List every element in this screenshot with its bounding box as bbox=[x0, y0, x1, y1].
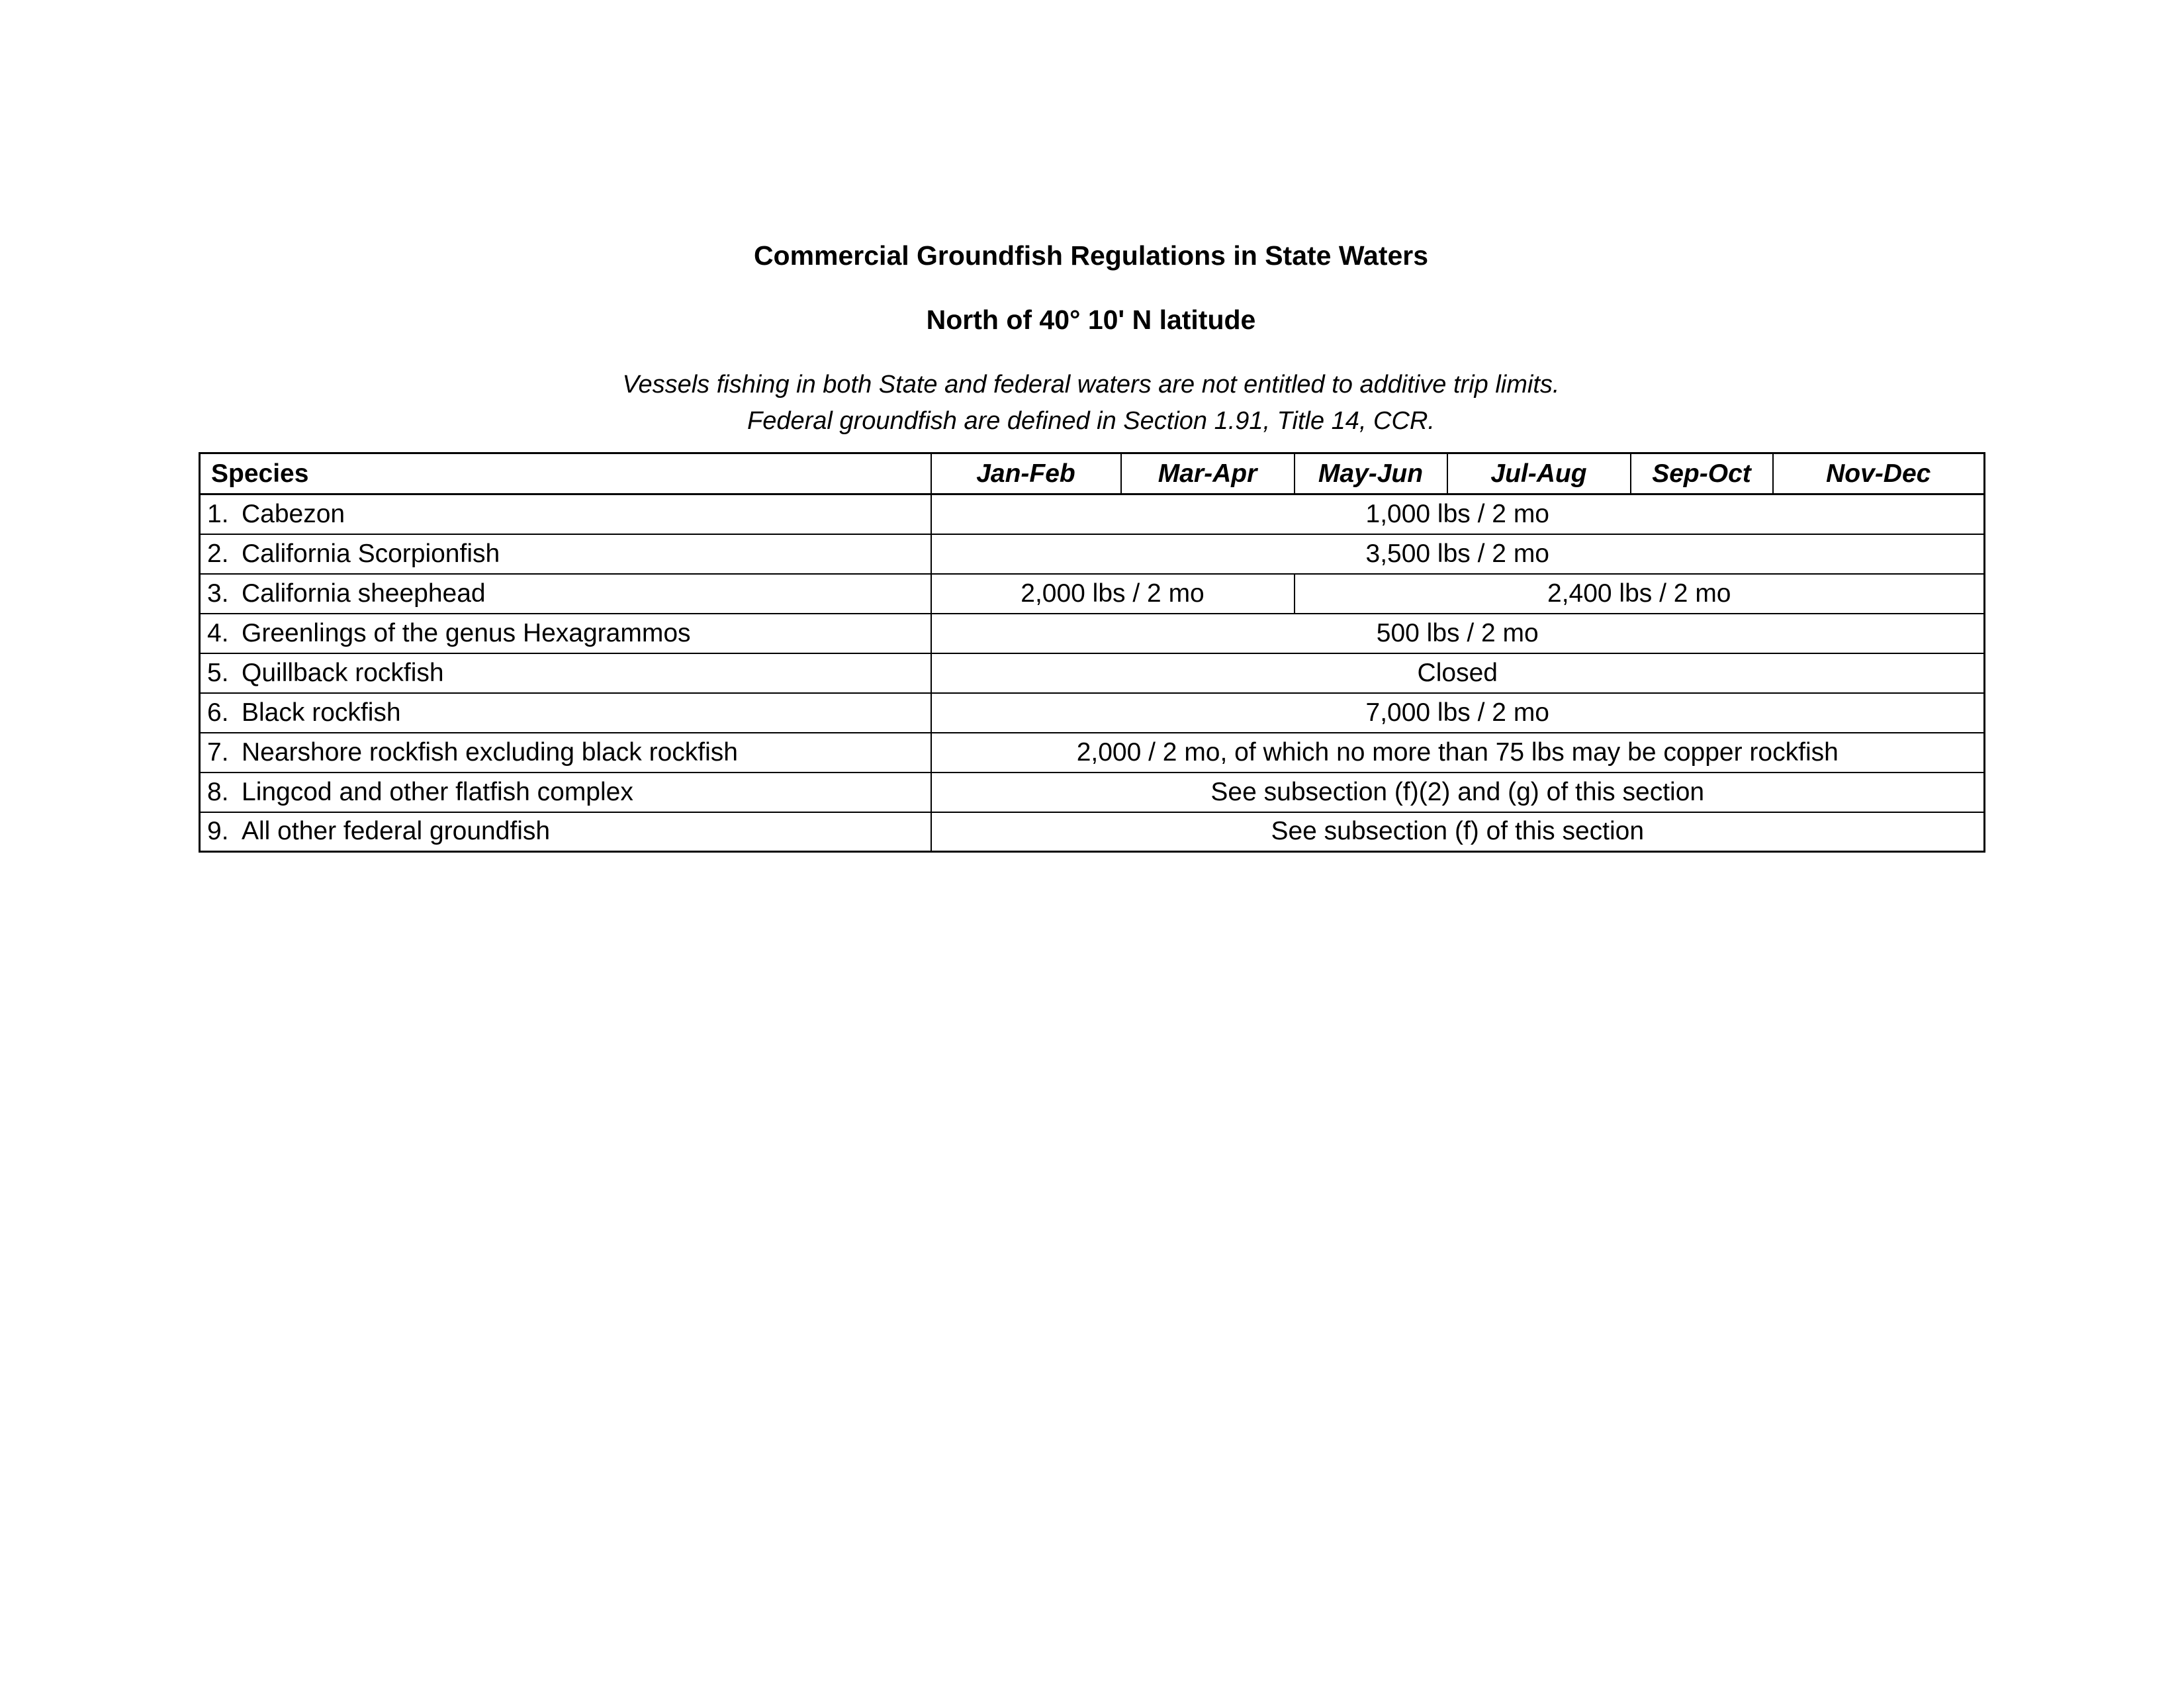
document-notes bbox=[199, 367, 1983, 440]
species-name: All other federal groundfish bbox=[242, 817, 551, 846]
species-number: 8. bbox=[207, 777, 229, 806]
limit-cell: 2,400 lbs / 2 mo bbox=[1295, 574, 1985, 614]
species-number: 4. bbox=[207, 618, 229, 647]
table-row bbox=[200, 773, 1985, 812]
table-header bbox=[200, 453, 1985, 494]
species-name: Cabezon bbox=[242, 499, 345, 528]
column-header-species: Species bbox=[200, 453, 931, 494]
species-list-item bbox=[207, 738, 924, 767]
regulations-table-container bbox=[199, 452, 1983, 853]
table-body bbox=[200, 494, 1985, 852]
column-header-mar_apr: Mar-Apr bbox=[1121, 453, 1295, 494]
column-header-may_jun: May-Jun bbox=[1295, 453, 1447, 494]
species-name: Quillback rockfish bbox=[242, 658, 444, 687]
table-row bbox=[200, 733, 1985, 773]
species-list-item bbox=[207, 659, 924, 688]
species-list-item bbox=[207, 539, 924, 569]
species-cell bbox=[200, 574, 931, 614]
limit-cell: 2,000 lbs / 2 mo bbox=[931, 574, 1295, 614]
table-row bbox=[200, 614, 1985, 653]
note-line-1: Vessels fishing in both State and federal waters are not entitled to additive trip limits. bbox=[622, 371, 1560, 399]
species-list-item bbox=[207, 619, 924, 648]
limit-cell: 7,000 lbs / 2 mo bbox=[931, 693, 1985, 733]
table-row bbox=[200, 534, 1985, 574]
limit-cell: 3,500 lbs / 2 mo bbox=[931, 534, 1985, 574]
limit-cell: 1,000 lbs / 2 mo bbox=[931, 494, 1985, 534]
species-cell bbox=[200, 614, 931, 653]
document-heading bbox=[199, 235, 1983, 440]
column-header-sep_oct: Sep-Oct bbox=[1631, 453, 1773, 494]
species-cell bbox=[200, 812, 931, 852]
species-list-item bbox=[207, 500, 924, 529]
species-name: Greenlings of the genus Hexagrammos bbox=[242, 618, 691, 647]
species-number: 5. bbox=[207, 658, 229, 687]
species-number: 1. bbox=[207, 499, 229, 528]
species-number: 2. bbox=[207, 539, 229, 568]
column-header-nov_dec: Nov-Dec bbox=[1773, 453, 1985, 494]
limit-cell: See subsection (f) of this section bbox=[931, 812, 1985, 852]
table-row bbox=[200, 812, 1985, 852]
limit-cell: 500 lbs / 2 mo bbox=[931, 614, 1985, 653]
table-row bbox=[200, 653, 1985, 693]
limit-cell: Closed bbox=[931, 653, 1985, 693]
species-list-item bbox=[207, 698, 924, 727]
limit-cell: 2,000 / 2 mo, of which no more than 75 lbs may be copper rockfish bbox=[931, 733, 1985, 773]
note-line-2: Federal groundfish are defined in Section 1.91, Title 14, CCR. bbox=[747, 407, 1435, 435]
species-cell bbox=[200, 653, 931, 693]
column-header-jan_feb: Jan-Feb bbox=[931, 453, 1121, 494]
species-number: 7. bbox=[207, 737, 229, 767]
species-name: Black rockfish bbox=[242, 698, 401, 727]
table-row bbox=[200, 494, 1985, 534]
limit-cell: See subsection (f)(2) and (g) of this section bbox=[931, 773, 1985, 812]
species-cell bbox=[200, 534, 931, 574]
species-cell bbox=[200, 494, 931, 534]
species-name: Lingcod and other flatfish complex bbox=[242, 777, 633, 806]
page-subtitle: North of 40° 10' N latitude bbox=[926, 305, 1256, 335]
species-number: 3. bbox=[207, 579, 229, 608]
table-header-row bbox=[200, 453, 1985, 494]
table-row bbox=[200, 693, 1985, 733]
table-row bbox=[200, 574, 1985, 614]
species-name: California sheephead bbox=[242, 579, 486, 608]
species-list-item bbox=[207, 778, 924, 807]
species-name: Nearshore rockfish excluding black rockfish bbox=[242, 737, 738, 767]
species-cell bbox=[200, 693, 931, 733]
species-number: 6. bbox=[207, 698, 229, 727]
species-list-item bbox=[207, 579, 924, 608]
species-number: 9. bbox=[207, 817, 229, 846]
species-cell bbox=[200, 773, 931, 812]
species-cell bbox=[200, 733, 931, 773]
page-title: Commercial Groundfish Regulations in State Waters bbox=[753, 240, 1429, 271]
species-list-item bbox=[207, 817, 924, 846]
regulations-table bbox=[199, 452, 1985, 853]
species-name: California Scorpionfish bbox=[242, 539, 500, 568]
column-header-jul_aug: Jul-Aug bbox=[1447, 453, 1631, 494]
